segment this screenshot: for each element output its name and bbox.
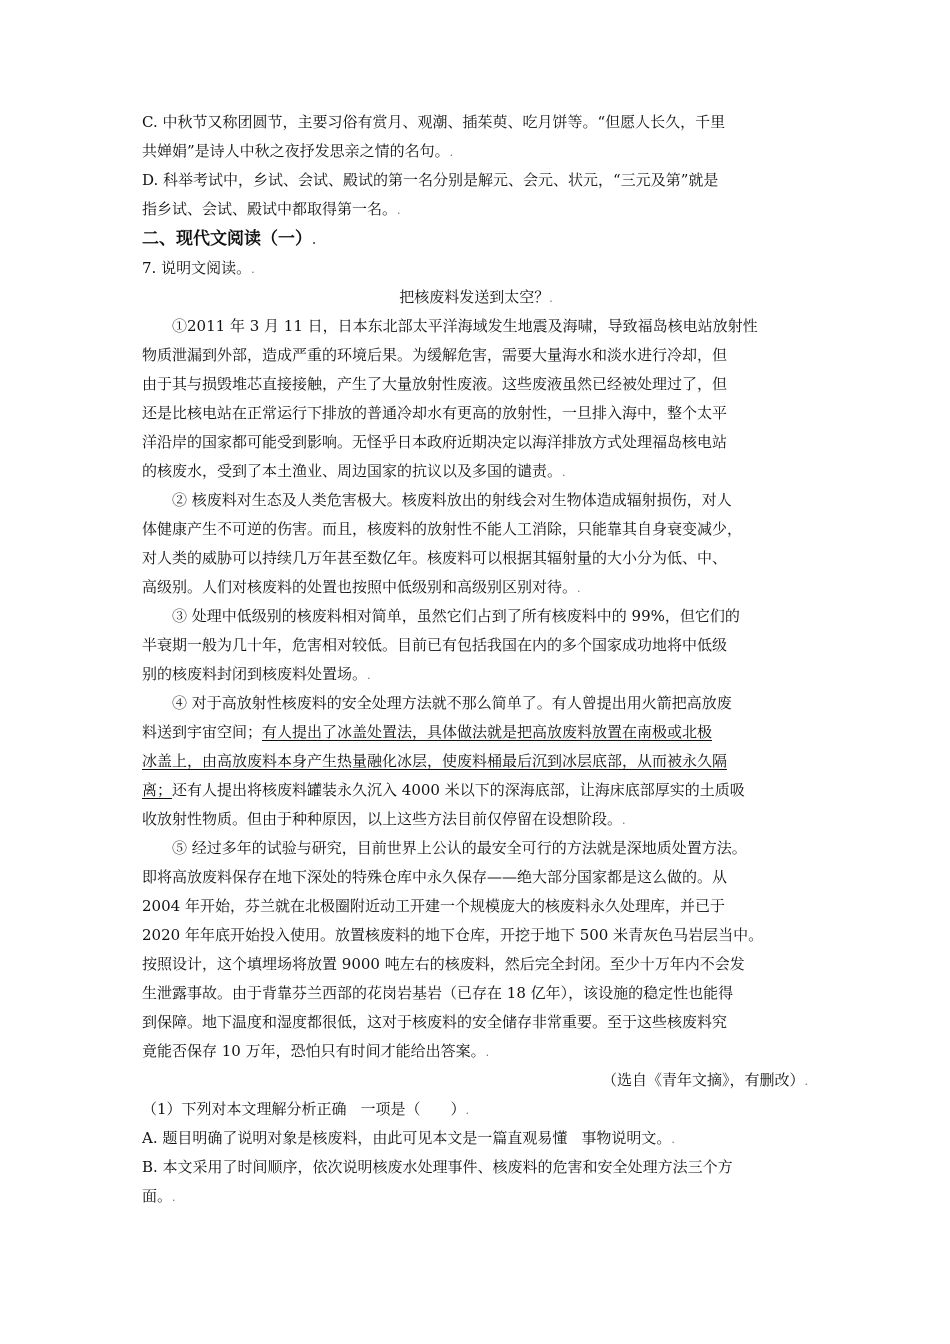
paragraph-line: 体健康产生不可逆的伤害。而且，核废料的放射性不能人工消除，只能靠其自身衰变减少， xyxy=(142,520,743,538)
paragraph-line: 别的核废料封闭到核废料处置场。. xyxy=(142,665,371,683)
underlined-sentence: 有人提出了冰盖处置法，具体做法就是把高放废料放置在南极或北极 xyxy=(262,723,713,741)
paragraph-line: 的核废水，受到了本土渔业、周边国家的抗议以及多国的谴责。. xyxy=(142,462,566,480)
paragraph-line: 还是比核电站在正常运行下排放的普通冷却水有更高的放射性，一旦排入海中，整个太平 xyxy=(142,404,728,422)
paragraph-line: ④ 对于高放射性核废料的安全处理方法就不那么简单了。有人曾提出用火箭把高放废 xyxy=(172,694,732,712)
question-label: 7. 说明文阅读。. xyxy=(142,259,255,277)
paragraph-line: 2004 年开始，芬兰就在北极圈附近动工开建一个规模庞大的核废料永久处理库，并已于 xyxy=(142,897,725,915)
paragraph-line: 按照设计，这个填埋场将放置 9000 吨左右的核废料，然后完全封闭。至少十万年内不会发 xyxy=(142,955,745,973)
paragraph-5 xyxy=(142,834,810,1066)
paragraph-line: 对人类的威胁可以持续几万年甚至数亿年。核废料可以根据其辐射量的大小分为低、中、 xyxy=(142,549,728,567)
choice-b xyxy=(142,1153,810,1211)
article-source: （选自《青年文摘》，有删改）. xyxy=(601,1071,808,1089)
paragraph-line: 即将高放废料保存在地下深处的特殊仓库中永久保存——绝大部分国家都是这么做的。从 xyxy=(142,868,728,886)
paragraph-line: ⑤ 经过多年的试验与研究，目前世界上公认的最安全可行的方法就是深地质处置方法。 xyxy=(172,839,747,857)
paragraph-line: ③ 处理中低级别的核废料相对简单，虽然它们占到了所有核废料中的 99%，但它们的 xyxy=(172,607,740,625)
option-d xyxy=(142,166,810,224)
underlined-sentence: 离； xyxy=(142,781,173,799)
underlined-sentence: 冰盖上，由高放废料本身产生热量融化冰层，使废料桶最后沉到冰层底部，从而被永久隔 xyxy=(142,752,728,770)
paragraph-4 xyxy=(142,689,810,834)
paragraph-line: 生泄露事故。由于背靠芬兰西部的花岗岩基岩（已存在 18 亿年），该设施的稳定性也能得 xyxy=(142,984,734,1002)
paragraph-line: 由于其与损毁堆芯直接接触，产生了大量放射性废液。这些废液虽然已经被处理过了，但 xyxy=(142,375,728,393)
choice-b-line-2: 面。. xyxy=(142,1187,176,1205)
paragraph-3 xyxy=(142,602,810,689)
paragraph-2 xyxy=(142,486,810,602)
option-c-line-2: 共婵娟”是诗人中秋之夜抒发思亲之情的名句。. xyxy=(142,142,454,160)
paragraph-line: ①2011 年 3 月 11 日，日本东北部太平洋海域发生地震及海啸，导致福岛核电站放射性 xyxy=(172,317,758,335)
paragraph-line: 物质泄漏到外部，造成严重的环境后果。为缓解危害，需要大量海水和淡水进行冷却，但 xyxy=(142,346,728,364)
paragraph-line: 离；还有人提出将核废料罐装永久沉入 4000 米以下的深海底部，让海床底部厚实的土质吸 xyxy=(142,781,745,799)
paragraph-line: 半衰期一般为几十年，危害相对较低。目前已有包括我国在内的多个国家成功地将中低级 xyxy=(142,636,728,654)
paragraph-line: 洋沿岸的国家都可能受到影响。无怪乎日本政府近期决定以海洋排放方式处理福岛核电站 xyxy=(142,433,728,451)
paragraph-line xyxy=(142,747,810,776)
paragraph-line: 高级别。人们对核废料的处置也按照中低级别和高级别区别对待。. xyxy=(142,578,581,596)
exam-page xyxy=(142,108,810,1211)
article-title: 把核废料发送到太空？. xyxy=(399,288,553,306)
choice-a: A. 题目明确了说明对象是核废料，由此可见本文是一篇直观易懂 事物说明文。. xyxy=(142,1129,675,1147)
option-d-line-2: 指乡试、会试、殿试中都取得第一名。. xyxy=(142,200,401,218)
paragraph-line: 收放射性物质。但由于种种原因，以上这些方法目前仅停留在设想阶段。. xyxy=(142,810,626,828)
paragraph-line: 2020 年年底开始投入使用。放置核废料的地下仓库，开挖于地下 500 米青灰色马岩层当中。 xyxy=(142,926,764,944)
subquestion-stem: （1）下列对本文理解分析正确 一项是（ ）. xyxy=(142,1100,470,1118)
paragraph-line: ② 核废料对生态及人类危害极大。核废料放出的射线会对生物体造成辐射损伤，对人 xyxy=(172,491,732,509)
option-c xyxy=(142,108,810,166)
option-c-line-1: C. 中秋节又称团圆节，主要习俗有赏月、观潮、插茱萸、吃月饼等。“但愿人长久，千里 xyxy=(142,113,726,131)
paragraph-1 xyxy=(142,312,810,486)
paragraph-line: 竟能否保存 10 万年，恐怕只有时间才能给出答案。. xyxy=(142,1042,490,1060)
paragraph-line: 到保障。地下温度和湿度都很低，这对于核废料的安全储存非常重要。至于这些核废料究 xyxy=(142,1013,728,1031)
paragraph-line: 料送到宇宙空间；有人提出了冰盖处置法，具体做法就是把高放废料放置在南极或北极 xyxy=(142,723,713,741)
choice-b-line-1: B. 本文采用了时间顺序，依次说明核废水处理事件、核废料的危害和安全处理方法三个方 xyxy=(142,1158,733,1176)
option-d-line-1: D. 科举考试中，乡试、会试、殿试的第一名分别是解元、会元、状元，“三元及第”就是 xyxy=(142,171,719,189)
section-heading: 二、现代文阅读（一）. xyxy=(142,229,317,249)
